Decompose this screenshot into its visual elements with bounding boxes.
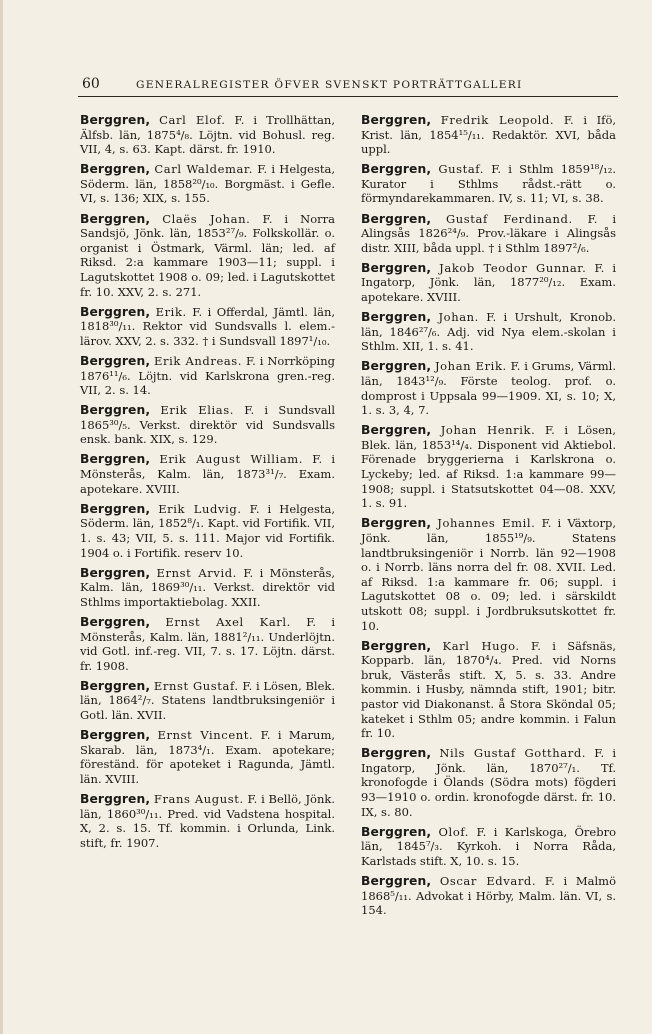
entry-given-names: Erik Ludvig. [158, 501, 242, 516]
entry-given-names: Johan Henrik. [440, 423, 536, 438]
entry-surname: Berggren, [80, 304, 151, 319]
register-entry [361, 162, 616, 206]
entry-given-names: Erik Andreas. [154, 353, 243, 368]
register-entry [80, 728, 335, 786]
register-entry [361, 310, 616, 354]
register-entry [361, 516, 616, 633]
entry-text: F. i Ingatorp, Jönk. län, 1877²⁰/₁₂. Exam. apotekare. XVIII. [361, 260, 617, 305]
register-entry [80, 113, 335, 157]
register-entry [361, 639, 616, 741]
entry-given-names: Oscar Edvard. [439, 874, 537, 888]
register-entry [80, 354, 335, 398]
register-entry [361, 261, 616, 305]
page-number: 60 [82, 76, 100, 92]
entry-text: F. i Offerdal, Jämtl. län, 1818³⁰/₁₁. Rektor vid Sundsvalls l. elem.-lärov. XXV, 2. s. 332. † i Sundsvall 1897¹/₁₀. [80, 304, 336, 348]
right-column [361, 113, 616, 923]
entry-text: F. i Norra Sandsjö, Jönk. län, 1853²⁷/₉. Folkskollär. o. organist i Östmark, Värml. län; led. af Riksd. 2:a kammare 1903—11; suppl. i Lagutskottet 1908 o. 09; led. i Lagutskottet fr. 10. XXV, 2. s. 271. [80, 211, 336, 299]
entry-surname: Berggren, [361, 874, 432, 888]
entry-surname: Berggren, [361, 162, 432, 177]
register-entry [361, 359, 616, 417]
entry-surname: Berggren, [80, 353, 151, 368]
entry-given-names: Claës Johan. [162, 211, 251, 226]
left-column [80, 113, 335, 856]
entry-given-names: Gustaf. [438, 162, 484, 177]
page-edge [0, 0, 3, 1034]
entry-surname: Berggren, [361, 824, 432, 839]
entry-surname: Berggren, [361, 638, 432, 653]
entry-surname: Berggren, [80, 452, 151, 467]
entry-surname: Berggren, [361, 211, 432, 226]
entry-given-names: Ernst Gustaf. [153, 678, 239, 693]
entry-given-names: Fredrik Leopold. [440, 113, 555, 127]
entry-text: F. i Grums, Värml. län, 1843¹²/₉. Förste teolog. prof. o. domprost i Uppsala 99—1909. XI, s. 10; X, 1. s. 3, 4, 7. [361, 359, 616, 418]
entry-given-names: Johan. [438, 310, 479, 325]
entry-text: F. i Lösen, Blek. län, 1864²/₇. Statens landtbruksingeniör i Gotl. län. XVII. [80, 678, 336, 722]
entry-given-names: Olof. [438, 824, 470, 839]
entry-text: F. i Växtorp, Jönk. län, 1855¹⁹/₉. Statens landtbruksingeniör i Norrb. län 92—1908 o. i Norrb. läns norra del fr. 08. XVII. Led. af Riksd. 1:a kammare fr. 06; suppl. i Lagutskottet 08 o. 09; led. i särskildt utskott 08; suppl. i Jordbruksutskottet fr. 10. [361, 516, 617, 633]
register-entry [361, 825, 616, 869]
register-entry [361, 113, 616, 157]
register-entry [80, 502, 335, 560]
entry-text: F. i Ingatorp, Jönk. län, 1870²⁷/₁. Tf. kronofogde i Ölands (Södra mots) fögderi 93—1910 o. ordin. kronofogde därst. fr. 10. IX, s. 80. [361, 746, 616, 819]
entry-surname: Berggren, [80, 565, 151, 580]
entry-text: F. i Mönsterås, Kalm. län, 1869³⁰/₁₁. Verkst. direktör vid Sthlms importaktiebolag. XXII. [80, 565, 336, 609]
entry-text: F. i Mönsterås, Kalm. län, 1873³¹/₇. Exam. apotekare. XVIII. [80, 452, 336, 496]
register-entry [80, 615, 335, 673]
entry-text: F. i Sthlm 1859¹⁸/₁₂. Kurator i Sthlms rådst.-rätt o. förmyndarekammaren. IV, s. 11; VI, s. 38. [361, 162, 616, 206]
entry-surname: Berggren, [80, 678, 151, 693]
register-entry [80, 792, 335, 850]
entry-surname: Berggren, [80, 211, 151, 226]
entry-surname: Berggren, [361, 746, 432, 761]
entry-given-names: Nils Gustaf Gotthard. [439, 746, 587, 761]
entry-surname: Berggren, [361, 260, 432, 275]
entry-surname: Berggren, [80, 113, 151, 127]
entry-surname: Berggren, [361, 516, 432, 531]
entry-given-names: Ernst Arvid. [156, 565, 237, 580]
entry-text: F. i Mönsterås, Kalm. län, 1881²/₁₁. Underlöjtn. vid Gotl. inf.-reg. VII, 7. s. 17. Löjtn. därst. fr. 1908. [80, 614, 336, 673]
register-entry [361, 746, 616, 819]
entry-text: F. i Ifö, Krist. län, 1854¹⁵/₁₁. Redaktör. XVI, båda uppl. [361, 113, 617, 157]
entry-surname: Berggren, [80, 403, 151, 418]
entry-given-names: Johannes Emil. [437, 516, 536, 531]
register-entry [361, 874, 616, 918]
entry-given-names: Ernst Vincent. [157, 728, 254, 743]
entry-given-names: Carl Waldemar. [154, 162, 254, 177]
entry-given-names: Johan Erik. [434, 359, 507, 374]
entry-text: F. i Säfsnäs, Kopparb. län, 1870⁴/₄. Pred. vid Norns bruk, Västerås stift. X, 5. s. 33. Andre kommin. i Husby, nämnda stift, 1901; bitr. pastor vid Diakonanst. å Stora Sköndal 05; kateket i Sthlm 05; andre kommin. i Falun fr. 10. [361, 638, 617, 741]
entry-surname: Berggren, [361, 423, 432, 438]
entry-surname: Berggren, [361, 359, 432, 374]
entry-surname: Berggren, [80, 791, 151, 806]
entry-given-names: Karl Hugo. [442, 638, 520, 653]
entry-surname: Berggren, [80, 501, 151, 516]
register-entry [80, 452, 335, 496]
entry-text: F. i Helgesta, Söderm. län, 1852⁸/₁. Kapt. vid Fortifik. VII, 1. s. 43; VII, 5. s. 111. Major vid Fortifik. 1904 o. i Fortifik. reserv 10. [80, 501, 336, 560]
entry-text: F. i Malmö 1868⁵/₁₁. Advokat i Hörby, Malm. län. VI, s. 154. [361, 874, 616, 918]
running-title: GENERALREGISTER ÖFVER SVENSKT PORTRÄTTGALLERI [136, 79, 523, 91]
entry-given-names: Frans August. [153, 791, 244, 806]
register-entry [80, 679, 335, 723]
entry-surname: Berggren, [361, 113, 432, 127]
entry-surname: Berggren, [80, 162, 151, 177]
entry-text: F. i Helgesta, Söderm. län, 1858²⁰/₁₀. Borgmäst. i Gefle. VI, s. 136; XIX, s. 155. [80, 162, 336, 206]
entry-given-names: Gustaf Ferdinand. [446, 211, 573, 226]
entry-surname: Berggren, [80, 728, 151, 743]
register-entry [361, 212, 616, 256]
entry-text: F. i Lösen, Blek. län, 1853¹⁴/₄. Disponent vid Aktiebol. Förenade bryggerierna i Karlskrona o. Lyckeby; led. af Riksd. 1:a kammare 99—1908; suppl. i Statsutskottet 04—08. XXV, 1. s. 91. [361, 423, 616, 511]
entry-text: F. i Norrköping 1876¹¹/₆. Löjtn. vid Karlskrona gren.-reg. VII, 2. s. 14. [80, 353, 335, 398]
register-entry [80, 305, 335, 349]
entry-text: F. i Alingsås 1826²⁴/₉. Prov.-läkare i Alingsås distr. XIII, båda uppl. † i Sthlm 1897²/₆. [361, 211, 617, 255]
entry-surname: Berggren, [361, 310, 432, 325]
entry-given-names: Erik August William. [159, 452, 304, 467]
entry-surname: Berggren, [80, 614, 151, 629]
page-header [78, 74, 618, 97]
entry-given-names: Ernst Axel Karl. [165, 614, 291, 629]
entry-text: F. i Marum, Skarab. län, 1873⁴/₁. Exam. apotekare; föreständ. för apoteket i Ragunda, Jämtl. län. XVIII. [80, 728, 336, 786]
entry-text: F. i Urshult, Kronob. län, 1846²⁷/₆. Adj. vid Nya elem.-skolan i Sthlm. XII, 1. s. 41. [361, 310, 617, 354]
entry-given-names: Erik. [155, 304, 187, 319]
register-entry [80, 566, 335, 610]
entry-text: F. i Trollhättan, Älfsb. län, 1875⁴/₈. Löjtn. vid Bohusl. reg. VII, 4, s. 63. Kapt. därst. fr. 1910. [80, 113, 335, 157]
register-entry [80, 212, 335, 300]
entry-given-names: Carl Elof. [159, 113, 226, 127]
register-entry [80, 162, 335, 206]
entry-given-names: Erik Elias. [160, 403, 234, 418]
entry-text: F. i Bellö, Jönk. län, 1860³⁰/₁₁. Pred. vid Vadstena hospital. X, 2. s. 15. Tf. kommin. i Orlunda, Link. stift, fr. 1907. [80, 791, 336, 850]
entry-text: F. i Karlskoga, Örebro län, 1845⁷/₃. Kyrkoh. i Norra Råda, Karlstads stift. X, 10. s. 15. [361, 824, 617, 868]
entry-text: F. i Sundsvall 1865³⁰/₅. Verkst. direktör vid Sundsvalls ensk. bank. XIX, s. 129. [80, 403, 335, 447]
register-entry [80, 403, 335, 447]
register-entry [361, 423, 616, 511]
entry-given-names: Jakob Teodor Gunnar. [439, 260, 587, 275]
